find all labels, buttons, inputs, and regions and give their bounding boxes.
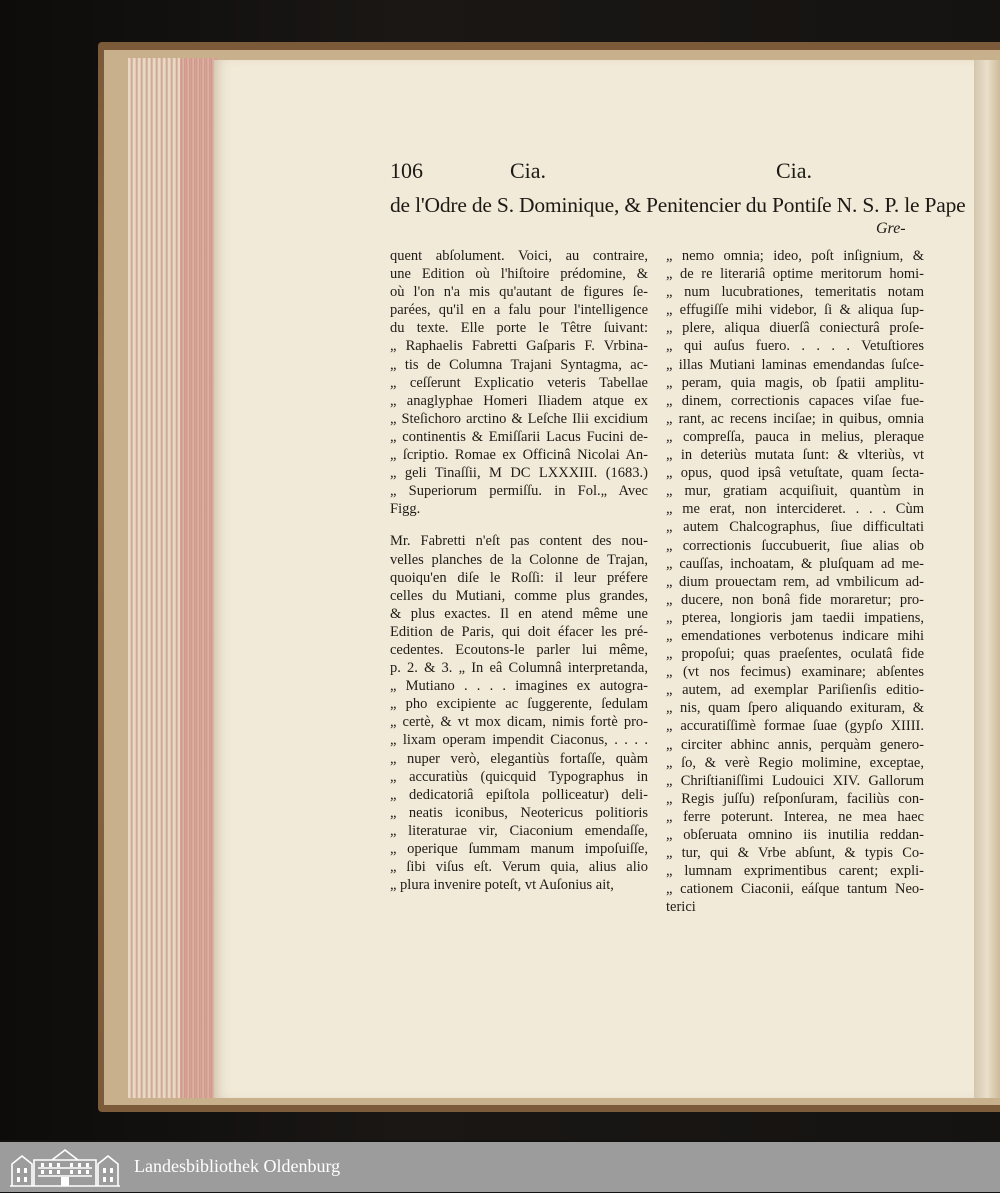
text-line: „ accuratiùs (quicquid Typographus in <box>390 768 648 785</box>
library-building-icon <box>8 1146 122 1188</box>
catchword-bottom: terici <box>666 899 696 916</box>
text-line: „ ceſſerunt Explicatio veteris Tabellae <box>390 374 648 391</box>
text-line: „ compreſſa, pauca in melius, pleraque <box>666 428 924 445</box>
text-line: „ operique ſummam manum impoſuiſſe, <box>390 841 648 857</box>
text-line: „ propoſui; quas praeſentes, oculatâ fide <box>666 646 924 663</box>
paragraph-3 <box>666 247 924 898</box>
text-line: „ autem, ad exemplar Pariſienſis editio- <box>666 682 924 699</box>
text-line: une Edition où l'hiſtoire prédomine, & <box>390 266 648 283</box>
text-line: „ ſcriptio. Romae ex Officinâ Nicolai An- <box>390 447 648 464</box>
text-line: „ nis, quam ſpero aliquando exituram, & <box>666 700 924 717</box>
text-line: „ nemo omnia; ideo, poſt inſignium, & <box>666 248 924 264</box>
text-line: „ rant, ac recens inciſae; in quibus, omnia <box>666 410 924 427</box>
text-line: „ peram, quia magis, ob ſpatii amplitu- <box>666 374 924 391</box>
text-line: „ tis de Columna Trajani Syntagma, ac- <box>390 356 648 373</box>
text-line: „ plura invenire poteſt, vt Auſonius ait, <box>390 877 614 894</box>
text-line: „ Mutiano . . . . imagines ex autogra- <box>390 678 648 695</box>
text-line: p. 2. & 3. „ In eâ Columnâ interpretanda, <box>390 660 648 677</box>
text-line: „ neatis iconibus, Neotericus politioris <box>390 804 648 821</box>
text-line: „ plere, aliqua diuerſâ coniecturâ proſe- <box>666 320 924 337</box>
text-line: „ emendationes verbotenus indicare mihi <box>666 627 924 644</box>
text-line: Figg. <box>390 501 421 518</box>
text-line: quoiqu'en diſe le Roſſi: il leur préfere <box>390 569 648 586</box>
book-binding-edge <box>974 60 1000 1098</box>
text-line: „ cationem Ciaconii, eáſque tantum Neo- <box>666 881 924 898</box>
text-line: „ literaturae vir, Ciaconium emendaſſe, <box>390 822 648 839</box>
text-line: „ Steſichoro arctino & Leſche Ilii excidium <box>390 410 648 427</box>
running-title-left: Cia. <box>510 158 547 183</box>
text-line: „ ſibi viſus eſt. Verum quia, alius alio <box>390 859 648 876</box>
text-line: velles planches de la Colonne de Trajan, <box>390 551 648 568</box>
text-line: „ nuper verò, elegantiùs fortaſſe, quàm <box>390 750 648 767</box>
text-line: „ lumnam exprimentibus carent; expli- <box>666 863 924 880</box>
text-line: du texte. Elle porte le Têtre ſuivant: <box>390 320 648 337</box>
running-title-right: Cia. <box>776 158 813 183</box>
text-line: „ illas Mutiani laminas emendandas ſuſce- <box>666 356 924 373</box>
text-line: „ accuratiſſimè formae ſuae (gypſo XIIII. <box>666 718 924 735</box>
text-line: „ continentis & Emiſſarii Lacus Fucini de- <box>390 428 648 445</box>
paragraph-2 <box>390 532 648 894</box>
text-line: „ dinem, correctionis capaces viſae fue- <box>666 392 924 409</box>
text-line: „ dedicatoriâ epiſtola polliceatur) deli- <box>390 786 648 803</box>
text-line: Edition de Paris, qui doit éfacer les pré- <box>390 623 648 640</box>
text-line: Mr. Fabretti n'eſt pas content des nou- <box>390 533 648 550</box>
text-line: „ pho excipiente ac ſuggerente, ſedulam <box>390 696 648 713</box>
text-line: „ cauſſas, inchoatam, & pluſquam ad me- <box>666 555 924 572</box>
text-line: où l'on n'a mis qu'autant de figures ſe- <box>390 284 648 301</box>
text-line: „ mur, gratiam acquiſiuit, quantùm in <box>666 483 924 500</box>
text-line: „ ſo, & verè Regio molimine, exceptae, <box>666 754 924 771</box>
text-line: „ pterea, longioris jam taedii impatiens, <box>666 609 924 626</box>
left-column <box>390 247 648 894</box>
text-line: „ effugiſſe mihi videbor, ſi & aliqua ſup- <box>666 302 924 319</box>
right-column <box>666 247 924 916</box>
text-line: & plus exactes. Il en atend même une <box>390 605 648 622</box>
text-line: „ geli Tinaſſii, M DC LXXXIII. (1683.) <box>390 465 648 482</box>
text-line: „ Superiorum permiſſu. in Fol.„ Avec <box>390 483 648 500</box>
page-edges <box>128 58 218 1098</box>
text-line: „ obſeruata omnino iis inutilia reddan- <box>666 827 924 843</box>
text-line: „ certè, & vt mox dicam, nimis fortè pro- <box>390 714 648 731</box>
paragraph-1 <box>390 247 648 518</box>
catchword-top: Gre- <box>876 220 906 237</box>
text-line: „ de re literariâ optime meritorum homi- <box>666 266 924 283</box>
text-line: „ ferre poterunt. Interea, ne mea haec <box>666 808 924 825</box>
text-line: „ opus, quod ipsâ vetuſtate, quam ſecta- <box>666 465 924 482</box>
library-name: Landesbibliothek Oldenburg <box>134 1156 341 1176</box>
text-line: cedentes. Ecoutons-le parler lui même, <box>390 641 648 658</box>
page-number: 106 <box>390 158 423 183</box>
text-line: „ dium prouectam rem, ad vmbilicum ad- <box>666 573 924 590</box>
text-line: „ tur, qui & Vrbe abſunt, & typis Co- <box>666 845 924 862</box>
text-line: „ num lucubrationes, temeritatis notam <box>666 284 924 301</box>
text-line: „ Chriſtianiſſimi Ludouici XIV. Gallorum <box>666 772 924 789</box>
text-line: celles du Mutiani, comme plus grandes, <box>390 587 648 604</box>
text-line: „ autem Chalcographus, ſiue difficultati <box>666 519 924 536</box>
text-line: „ anaglyphae Homeri Iliadem atque ex <box>390 392 648 409</box>
running-head <box>0 158 1000 188</box>
text-line: „ correctionis ſuccubuerit, ſiue alias ob <box>666 537 924 554</box>
text-line: quent abſolument. Voici, au contraire, <box>390 248 648 264</box>
text-line: „ circiter abhinc annis, perquàm genero- <box>666 736 924 753</box>
text-line: „ Regis juſſu) reſponſuram, faciliùs con- <box>666 790 924 807</box>
header-line: de l'Odre de S. Dominique, & Penitencier du Pontiſe N. S. P. le Pape <box>390 193 966 217</box>
text-line: parées, qu'il en a falu pour l'intelligence <box>390 302 648 319</box>
text-line: „ ducere, non bonâ fide moraretur; pro- <box>666 591 924 608</box>
text-line: „ lixam operam impendit Ciaconus, . . . . <box>390 732 648 749</box>
text-line: „ (vt nos fecimus) examinare; abſentes <box>666 664 924 681</box>
text-line: „ Raphaelis Fabretti Gaſparis F. Vrbina- <box>390 338 648 355</box>
text-line: „ in deteriùs mutata ſunt: & vlteriùs, vt <box>666 447 924 464</box>
text-line: „ qui auſus fuero. . . . . Vetuſtiores <box>666 338 924 355</box>
text-line: „ me erat, non intercideret. . . . Cùm <box>666 501 924 518</box>
